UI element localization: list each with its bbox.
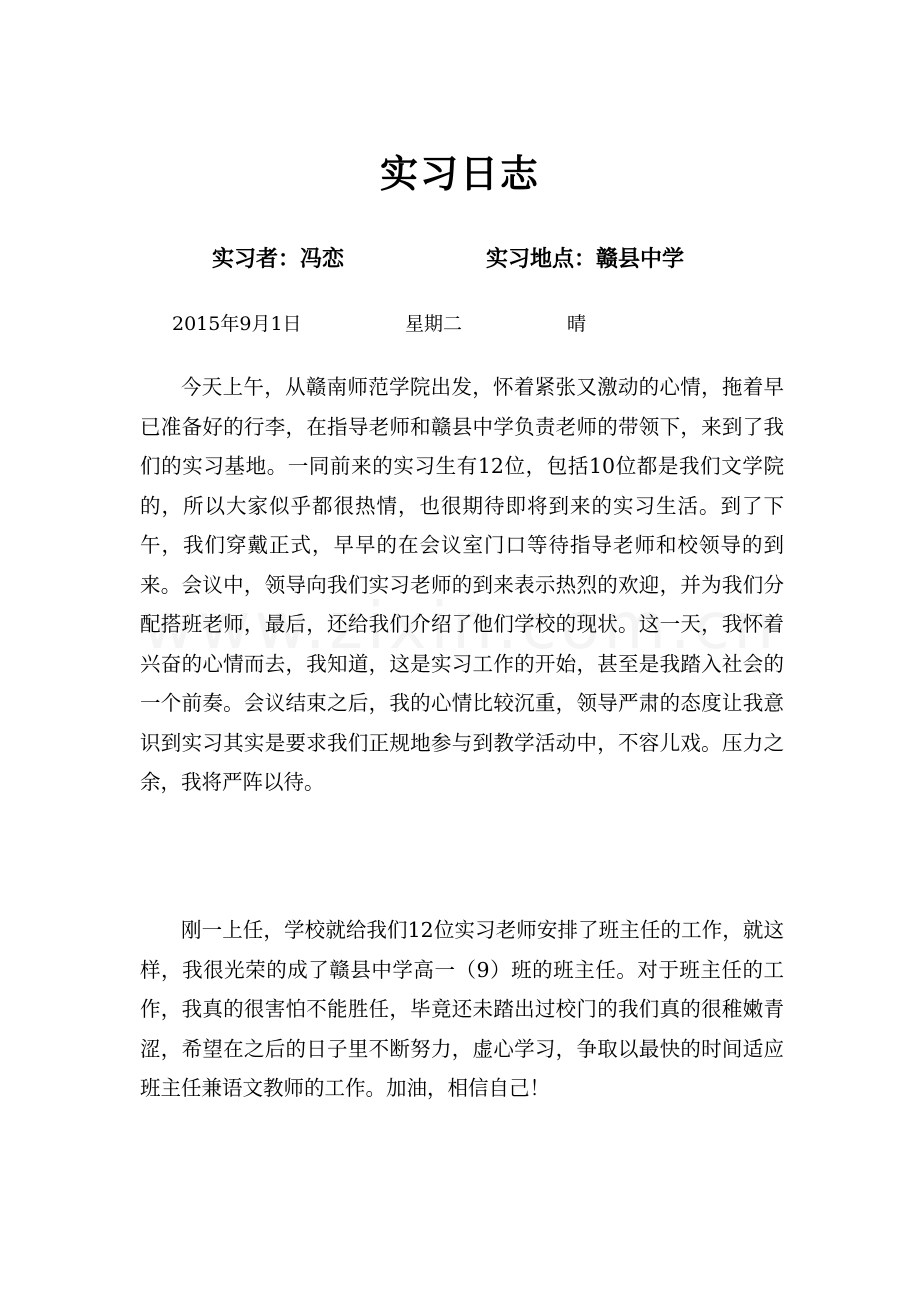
entry-weather: 晴 <box>567 313 587 335</box>
paragraph-1: 今天上午，从赣南师范学院出发，怀着紧张又激动的心情，拖着早已准备好的行李，在指导老师和赣县中学负责老师的带领下，来到了我们的实习基地。一同前来的实习生有12位，包括10位都是我们文学院的，所以大家似乎都很热情，也很期待即将到来的实习生活。到了下午，我们穿戴正式，早早的在会议室门口等待指导老师和校领导的到来。会议中，领导向我们实习老师的到来表示热烈的欢迎，并为我们分配搭班老师，最后，还给我们介绍了他们学校的现状。这一天，我怀着兴奋的心情而去，我知道，这是实习工作的开始，甚至是我踏入社会的一个前奏。会议结束之后，我的心情比较沉重，领导严肃的态度让我意识到实习其实是要求我们正规地参与到教学活动中，不容儿戏。压力之余，我将严阵以待。 <box>140 375 784 794</box>
author-label: 实习者：冯恋 <box>212 247 345 272</box>
entry-date: 2015年9月1日 <box>172 313 302 335</box>
entry-weekday: 星期二 <box>405 313 463 335</box>
page-title: 实习日志 <box>379 152 540 196</box>
place-label: 实习地点：赣县中学 <box>486 247 685 272</box>
paragraph-2: 刚一上任，学校就给我们12位实习老师安排了班主任的工作，就这样，我很光荣的成了赣县中学高一（9）班的班主任。对于班主任的工作，我真的很害怕不能胜任，毕竟还未踏出过校门的我们真的很稚嫩青涩，希望在之后的日子里不断努力，虚心学习，争取以最快的时间适应班主任兼语文教师的工作。加油，相信自己！ <box>140 918 784 1100</box>
